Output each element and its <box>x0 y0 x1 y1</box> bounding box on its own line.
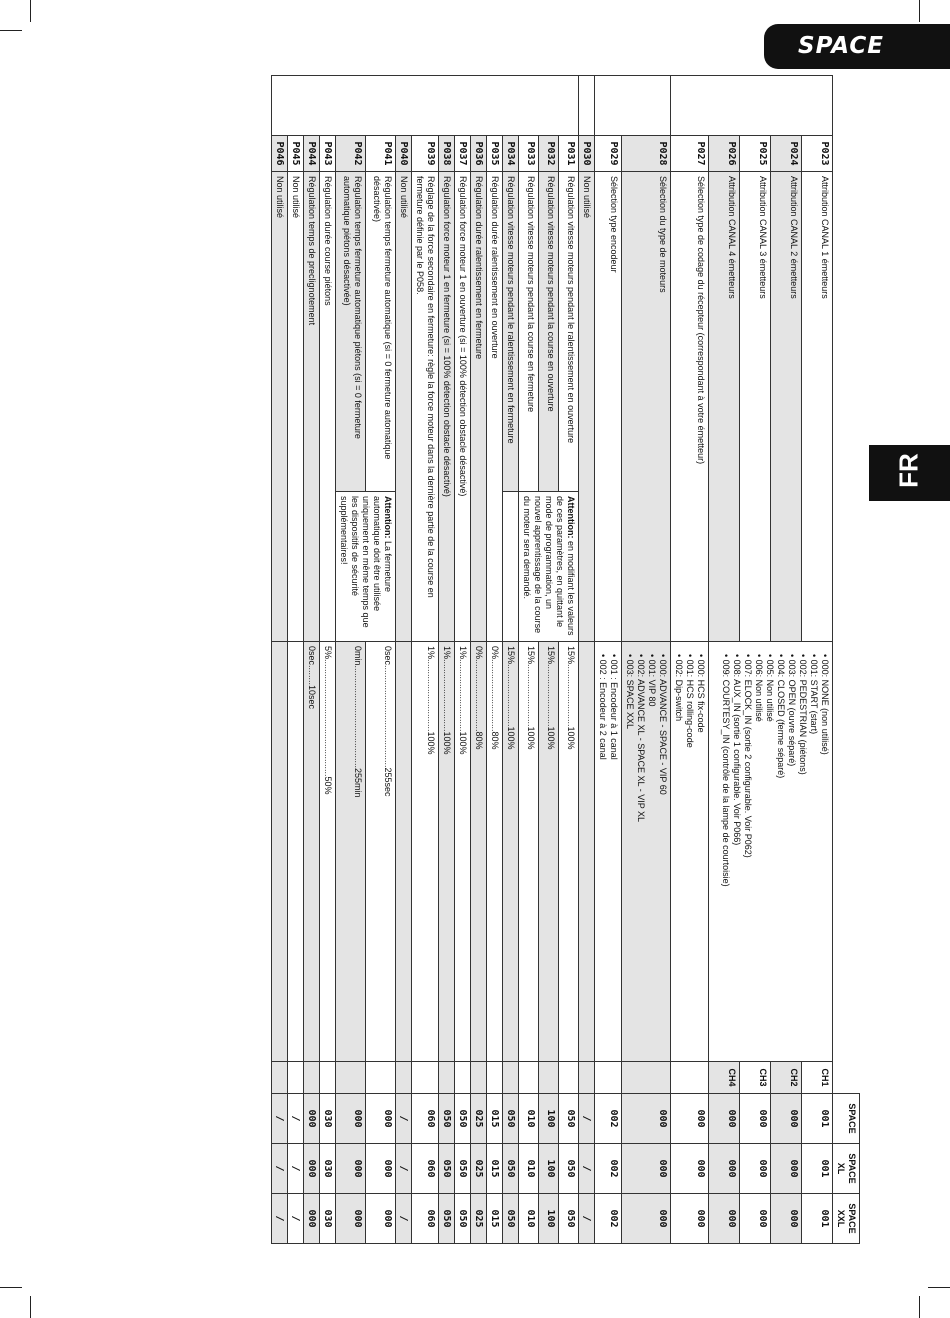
brand-banner <box>764 24 950 69</box>
parameter-table <box>271 75 860 1244</box>
param-code: P035 <box>487 136 503 172</box>
table-row <box>579 76 595 1244</box>
param-description: Régulation force moteur 1 en fermeture (si = 100% détection obstacle désactivé) <box>439 172 455 642</box>
param-description: Régulation durée ralentissement en fermeture <box>471 172 487 642</box>
value-space-xxl: 050 <box>439 1194 455 1244</box>
channel-options <box>720 646 830 1057</box>
param-description: Régulation temps de preclignotement <box>304 172 320 642</box>
note-cell <box>519 492 579 642</box>
value-space-xxl: 015 <box>487 1194 503 1244</box>
value-space-xl: 002 <box>595 1144 622 1194</box>
param-code: P040 <box>396 136 412 172</box>
value-space: / <box>396 1094 412 1144</box>
value-space: 010 <box>519 1094 539 1144</box>
group-cell <box>595 76 671 136</box>
channel-options-item: • 006: Non utilisé <box>753 654 764 1057</box>
channel-options-item: • 003: OPEN (ouvre séparé) <box>786 654 797 1057</box>
channel-label <box>412 1062 439 1094</box>
options-cell: 0%.............................80% <box>471 642 487 1062</box>
options-cell: 1%.............................100% <box>439 642 455 1062</box>
encoder-options-item: • 001 : Encodeur à 1 canal <box>608 654 619 1057</box>
codage-options-item: • 000: HCS fix-code <box>695 654 706 1057</box>
motor-options-item: • 001: VIP 80 <box>646 654 657 1057</box>
channel-label <box>595 1062 622 1094</box>
channel-label: CH4 <box>709 1062 740 1094</box>
motor-options-item: • 000: ADVANCE - SPACE - VIP 60 <box>657 654 668 1057</box>
value-space: / <box>272 1094 288 1144</box>
table-row <box>802 76 833 1244</box>
value-space: 015 <box>487 1094 503 1144</box>
motor-options-item: • 002: ADVANCE XL - SPACE XL - VIP XL <box>635 654 646 1057</box>
param-description: Régulation vitesse moteurs pendant la course en fermeture <box>519 172 539 492</box>
value-space: 000 <box>622 1094 671 1144</box>
param-description: Sélection type encodeur <box>595 172 622 642</box>
value-space: 000 <box>771 1094 802 1144</box>
col-space-xxl: SPACE XXL <box>833 1194 860 1244</box>
param-description: Régulation durée course piétons <box>320 172 336 642</box>
value-space-xl: 050 <box>439 1144 455 1194</box>
value-space-xl: 050 <box>559 1144 579 1194</box>
table-row <box>671 76 709 1244</box>
value-space-xl: 050 <box>455 1144 471 1194</box>
value-space-xxl: / <box>272 1194 288 1244</box>
param-description: Sélection type de codage du récepteur (correspondant à votre émetteur) <box>671 172 709 642</box>
value-space: 000 <box>304 1094 320 1144</box>
param-code: P044 <box>304 136 320 172</box>
param-code: P031 <box>559 136 579 172</box>
value-space-xxl: 002 <box>595 1194 622 1244</box>
table-row <box>471 76 487 1244</box>
col-space-xl: SPACE XL <box>833 1144 860 1194</box>
value-space: 000 <box>740 1094 771 1144</box>
note-auto <box>338 496 393 637</box>
parameter-rows <box>272 76 833 1244</box>
value-space-xl: 000 <box>709 1144 740 1194</box>
table-row <box>412 76 439 1244</box>
value-space-xxl: 100 <box>539 1194 559 1244</box>
value-space: 001 <box>802 1094 833 1144</box>
options-cell <box>579 642 595 1062</box>
param-code: P029 <box>595 136 622 172</box>
encoder-options-item: • 002 : Encodeur à 2 canal <box>597 654 608 1057</box>
param-description: Régulation durée ralentissement en ouverture <box>487 172 503 642</box>
param-code: P026 <box>709 136 740 172</box>
options-cell <box>288 642 304 1062</box>
channel-label <box>471 1062 487 1094</box>
value-space: 060 <box>412 1094 439 1144</box>
table-row <box>304 76 320 1244</box>
value-space: 030 <box>320 1094 336 1144</box>
parameter-table-rotated <box>112 75 860 1243</box>
options-cell: 0min.........................................255min <box>336 642 366 1062</box>
param-code: P038 <box>439 136 455 172</box>
param-code: P024 <box>771 136 802 172</box>
value-space-xl: 010 <box>519 1144 539 1194</box>
table-row <box>439 76 455 1244</box>
language-tab <box>869 445 950 501</box>
channel-label <box>622 1062 671 1094</box>
channel-label: CH3 <box>740 1062 771 1094</box>
value-space-xl: 030 <box>320 1144 336 1194</box>
value-space-xl: 100 <box>539 1144 559 1194</box>
param-description: Régulation vitesse moteurs pendant la course en ouverture <box>539 172 559 492</box>
value-space-xl: 000 <box>304 1144 320 1194</box>
table-row <box>288 76 304 1244</box>
col-space: SPACE <box>833 1094 860 1144</box>
table-row <box>487 76 503 1244</box>
channel-label <box>671 1062 709 1094</box>
options-cell <box>622 642 671 1062</box>
channel-label <box>559 1062 579 1094</box>
value-space-xxl: / <box>579 1194 595 1244</box>
note-cell <box>336 492 396 642</box>
group-cell <box>579 76 595 136</box>
channel-label <box>396 1062 412 1094</box>
param-code: P043 <box>320 136 336 172</box>
param-description: Attribution CANAL 1 émetteurs <box>802 172 833 642</box>
channel-options-item: • 000: NONE (non utilisé) <box>819 654 830 1057</box>
param-code: P046 <box>272 136 288 172</box>
param-description: Non utilisé <box>396 172 412 642</box>
value-space-xl: 000 <box>622 1144 671 1194</box>
param-description: Attribution CANAL 2 émetteurs <box>771 172 802 642</box>
param-description: Non utilisé <box>272 172 288 642</box>
channel-options-item: • 009: COURTESY_IN (contrôle de la lampe de courtoisie) <box>720 654 731 1057</box>
param-code: P034 <box>503 136 519 172</box>
param-code: P039 <box>412 136 439 172</box>
table-row <box>595 76 622 1244</box>
channel-options-item: • 005: Non utilisé <box>764 654 775 1057</box>
param-code: P033 <box>519 136 539 172</box>
group-cell <box>272 76 579 136</box>
param-description: Régulation vitesse moteurs pendant le ralentissement en fermeture <box>503 172 519 492</box>
options-cell: 15%.........................100% <box>539 642 559 1062</box>
param-code: P045 <box>288 136 304 172</box>
value-space-xxl: 025 <box>471 1194 487 1244</box>
motor-options-item: • 003: SPACE XXL <box>624 654 635 1057</box>
channel-options-item: • 007: ELOCK_IN (sortie 2 configurable. Voir P062) <box>742 654 753 1057</box>
param-description: Attribution CANAL 3 émetteurs <box>740 172 771 642</box>
table-row <box>336 76 366 1244</box>
param-description: Sélection du type de moteurs <box>622 172 671 642</box>
encoder-options <box>597 646 619 1057</box>
codage-options-item: • 002: Dip-switch <box>673 654 684 1057</box>
param-description: Régulation temps fermeture automatique piétons (si = 0 fermeture automatique piétons désactivée) <box>336 172 366 492</box>
note-cell <box>503 492 519 642</box>
value-space: 050 <box>439 1094 455 1144</box>
options-cell <box>396 642 412 1062</box>
options-cell: 5%...............................................50% <box>320 642 336 1062</box>
table-row <box>503 76 519 1244</box>
value-space-xxl: 060 <box>412 1194 439 1244</box>
table-row <box>366 76 396 1244</box>
channel-label <box>288 1062 304 1094</box>
value-space-xl: / <box>579 1144 595 1194</box>
value-space: / <box>579 1094 595 1144</box>
value-space-xl: 000 <box>671 1144 709 1194</box>
codage-options <box>673 646 706 1057</box>
note-auto-text: La fermeture automatique doit être utilisée uniquement en même temps que les dispositifs de sécurité supplémentaires! <box>339 496 393 628</box>
note-speed-text: en modifiant les valeurs de ces paramètres, en quittant le mode de programmation, un nouvel apprentissage de la course du moteur sera demandé. <box>522 496 576 636</box>
param-code: P037 <box>455 136 471 172</box>
param-code: P032 <box>539 136 559 172</box>
value-space-xl: 000 <box>366 1144 396 1194</box>
value-space-xxl: 050 <box>503 1194 519 1244</box>
channel-label <box>439 1062 455 1094</box>
value-space: 100 <box>539 1094 559 1144</box>
table-row <box>539 76 559 1244</box>
param-code: P028 <box>622 136 671 172</box>
param-description: Non utilisé <box>579 172 595 642</box>
options-cell <box>595 642 622 1062</box>
value-space-xxl: 000 <box>336 1194 366 1244</box>
channel-label: CH2 <box>771 1062 802 1094</box>
param-code: P041 <box>366 136 396 172</box>
options-cell: 0sec........10sec <box>304 642 320 1062</box>
value-space-xl: / <box>288 1144 304 1194</box>
value-space-xxl: 000 <box>304 1194 320 1244</box>
channel-options-item: • 001: START (start) <box>808 654 819 1057</box>
value-space-xxl: 000 <box>709 1194 740 1244</box>
value-space: 050 <box>503 1094 519 1144</box>
value-space-xl: 001 <box>802 1144 833 1194</box>
value-space: 050 <box>559 1094 579 1144</box>
codage-options-item: • 001: HCS rolling-code <box>684 654 695 1057</box>
channel-options-item: • 004: CLOSED (ferme séparé) <box>775 654 786 1057</box>
table-row <box>272 76 288 1244</box>
options-cell: 1%.............................100% <box>455 642 471 1062</box>
value-space-xxl: / <box>396 1194 412 1244</box>
channel-label <box>272 1062 288 1094</box>
value-space-xxl: 010 <box>519 1194 539 1244</box>
value-space-xxl: 001 <box>802 1194 833 1244</box>
value-space-xl: 025 <box>471 1144 487 1194</box>
value-space-xl: / <box>396 1144 412 1194</box>
value-space-xl: / <box>272 1144 288 1194</box>
language-label: FR <box>893 453 924 488</box>
value-space-xl: 000 <box>740 1144 771 1194</box>
options-cell: 15%.........................100% <box>559 642 579 1062</box>
note-speed <box>521 496 576 637</box>
note-auto-label: Attention: <box>383 496 393 539</box>
value-space-xxl: 030 <box>320 1194 336 1244</box>
value-space-xxl: 000 <box>771 1194 802 1244</box>
motor-options <box>624 646 668 1057</box>
param-code: P025 <box>740 136 771 172</box>
value-space-xl: 060 <box>412 1144 439 1194</box>
table-row <box>519 76 539 1244</box>
channel-label <box>503 1062 519 1094</box>
options-cell: 0%.............................80% <box>487 642 503 1062</box>
param-description: Régulation vitesse moteurs pendant le ralentissement en ouverture <box>559 172 579 492</box>
param-description: Non utilisé <box>288 172 304 642</box>
table-row <box>396 76 412 1244</box>
channel-label <box>519 1062 539 1094</box>
param-code: P027 <box>671 136 709 172</box>
value-space-xxl: 000 <box>740 1194 771 1244</box>
table-row <box>559 76 579 1244</box>
value-space-xl: 000 <box>771 1144 802 1194</box>
channel-label <box>336 1062 366 1094</box>
table-row <box>320 76 336 1244</box>
param-code: P030 <box>579 136 595 172</box>
options-cell <box>272 642 288 1062</box>
value-space: 000 <box>366 1094 396 1144</box>
param-description: Réglage de la force secondaire en fermeture: règle la force moteur dans la dernière partie de la course en fermeture définie par le P058. <box>412 172 439 642</box>
value-space: 000 <box>336 1094 366 1144</box>
brand-title: SPACE <box>798 33 884 59</box>
value-space: 000 <box>709 1094 740 1144</box>
param-code: P042 <box>336 136 366 172</box>
value-space: 050 <box>455 1094 471 1144</box>
param-code: P023 <box>802 136 833 172</box>
channel-options-item: • 008: AUX_IN (sortie 1 configurable. Voir P066) <box>731 654 742 1057</box>
value-space: 000 <box>671 1094 709 1144</box>
options-cell: 1%.............................100% <box>412 642 439 1062</box>
value-space-xxl: 000 <box>671 1194 709 1244</box>
channel-label <box>579 1062 595 1094</box>
value-space: / <box>288 1094 304 1144</box>
value-space-xxl: 050 <box>455 1194 471 1244</box>
value-space-xl: 015 <box>487 1144 503 1194</box>
channel-label <box>487 1062 503 1094</box>
value-space: 025 <box>471 1094 487 1144</box>
channel-label <box>366 1062 396 1094</box>
options-cell <box>671 642 709 1062</box>
value-space-xl: 000 <box>336 1144 366 1194</box>
table-row <box>455 76 471 1244</box>
value-space-xl: 050 <box>503 1144 519 1194</box>
param-code: P036 <box>471 136 487 172</box>
param-description: Régulation force moteur 1 en ouverture (si = 100% détection obstacle désactivé) <box>455 172 471 642</box>
channel-label <box>304 1062 320 1094</box>
param-description: Régulation temps fermeture automatique (si = 0 fermeture automatique désactivée) <box>366 172 396 492</box>
channel-label: CH1 <box>802 1062 833 1094</box>
channel-label <box>455 1062 471 1094</box>
options-cell: 0sec.........................................255sec <box>366 642 396 1062</box>
options-cell: 15%.........................100% <box>519 642 539 1062</box>
options-cell <box>709 642 833 1062</box>
channel-options-item: • 002: PEDESTRIAN (piétons) <box>797 654 808 1057</box>
value-space-xxl: 000 <box>622 1194 671 1244</box>
value-space: 002 <box>595 1094 622 1144</box>
value-space-xxl: 050 <box>559 1194 579 1244</box>
value-space-xxl: 000 <box>366 1194 396 1244</box>
group-cell <box>671 76 833 136</box>
table-row <box>622 76 671 1244</box>
param-description: Attribution CANAL 4 émetteurs <box>709 172 740 642</box>
channel-label <box>539 1062 559 1094</box>
value-space-xxl: / <box>288 1194 304 1244</box>
note-speed-label: Attention: <box>566 496 576 539</box>
options-cell: 15%.........................100% <box>503 642 519 1062</box>
channel-label <box>320 1062 336 1094</box>
